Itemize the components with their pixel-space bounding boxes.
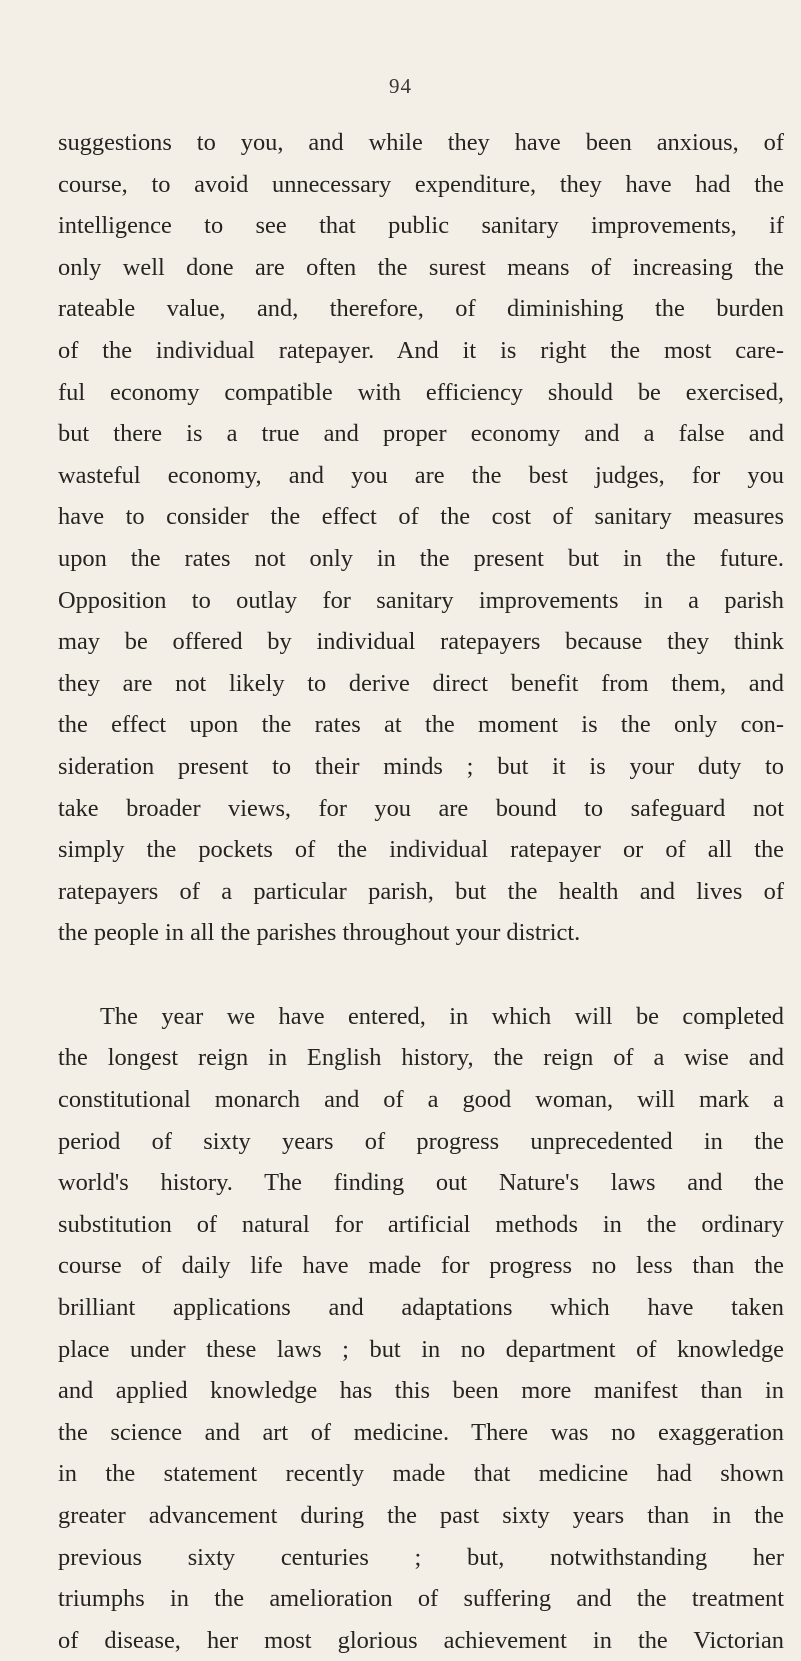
text-line: the people in all the parishes throughout your district. (58, 919, 581, 947)
text-line: only well done are often the surest means of increasing the (58, 253, 784, 281)
text-line: previous sixty centuries ; but, notwithstanding her (58, 1543, 784, 1571)
text-line: the longest reign in English history, the reign of a wise and (58, 1044, 784, 1072)
text-line: in the statement recently made that medicine had shown (58, 1460, 784, 1488)
text-line: course of daily life have made for progress no less than the (58, 1252, 784, 1280)
text-line: of disease, her most glorious achievement in the Victorian (58, 1626, 784, 1654)
text-line: brilliant applications and adaptations which have taken (58, 1294, 784, 1322)
text-line: greater advancement during the past sixty years than in the (58, 1502, 784, 1529)
text-line: substitution of natural for artificial methods in the ordinary (58, 1210, 784, 1238)
page-number: 94 (389, 74, 412, 98)
paragraph-gap (58, 954, 784, 996)
text-line: triumphs in the amelioration of suffering and the treatment (58, 1585, 784, 1613)
text-line: take broader views, for you are bound to safeguard not (58, 794, 784, 822)
text-line: simply the pockets of the individual ratepayer or of all the (58, 836, 784, 864)
text-line: upon the rates not only in the present but in the future. (58, 544, 784, 572)
text-line: period of sixty years of progress unprecedented in the (58, 1127, 784, 1155)
paragraph (58, 122, 784, 954)
text-line: The year we have entered, in which will be completed (100, 1002, 784, 1030)
text-line: place under these laws ; but in no department of knowledge (58, 1335, 784, 1363)
text-line: wasteful economy, and you are the best judges, for you (58, 461, 784, 489)
text-line: may be offered by individual ratepayers because they think (58, 628, 784, 656)
text-line: sideration present to their minds ; but it is your duty to (58, 752, 784, 780)
text-line: constitutional monarch and of a good woman, will mark a (58, 1086, 784, 1114)
text-line: of the individual ratepayer. And it is right the most care- (58, 336, 784, 364)
text-line: they are not likely to derive direct benefit from them, and (58, 669, 784, 697)
text-line: ful economy compatible with efficiency should be exercised, (58, 378, 784, 406)
text-line: intelligence to see that public sanitary improvements, if (58, 212, 784, 240)
text-line: and applied knowledge has this been more manifest than in (58, 1377, 784, 1405)
text-line: have to consider the effect of the cost of sanitary measures (58, 503, 784, 531)
text-line: the effect upon the rates at the moment is the only con- (58, 711, 784, 739)
body-text (58, 122, 784, 1661)
text-line: suggestions to you, and while they have been anxious, of (58, 129, 784, 156)
text-line: the science and art of medicine. There was no exaggeration (58, 1418, 784, 1446)
text-line: world's history. The finding out Nature's laws and the (58, 1169, 784, 1197)
text-line: but there is a true and proper economy and a false and (58, 420, 784, 448)
text-line: Opposition to outlay for sanitary improvements in a parish (58, 586, 784, 614)
text-line: rateable value, and, therefore, of diminishing the burden (58, 295, 784, 323)
text-line: course, to avoid unnecessary expenditure, they have had the (58, 170, 784, 198)
text-line: ratepayers of a particular parish, but the health and lives of (58, 877, 784, 905)
paragraph (58, 996, 784, 1661)
